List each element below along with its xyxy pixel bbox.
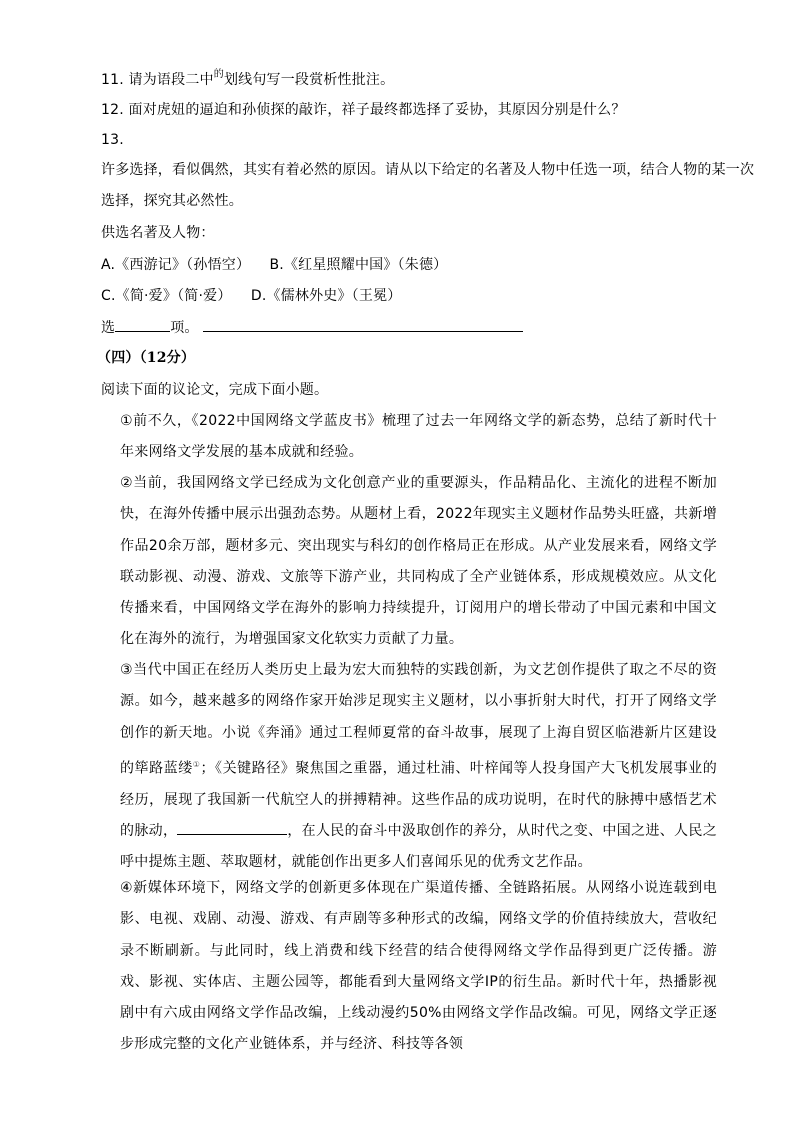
answer-prefix: 选 [101, 320, 116, 336]
section-instruction: 阅读下面的议论文，完成下面小题。 [101, 382, 329, 398]
option-b: B.《红星照耀中国》（朱德） [269, 257, 448, 273]
answer-mid: 项。 [170, 320, 199, 336]
paragraph-1-text: ①前不久，《2022中国网络文学蓝皮书》梳理了过去一年网络文学的新态势，总结了新时代十年来网络文学发展的基本成就和经验。 [120, 413, 717, 461]
footnote-marker[interactable]: ① [192, 759, 201, 769]
paragraph-1 [101, 406, 717, 469]
q12-text: 面对虎妞的逼迫和孙侦探的敲诈，祥子最终都选择了妥协，其原因分别是什么？ [128, 102, 626, 118]
paragraph-3-text-c: ，在人民的奋斗中汲取创作的养分，从时代之变、中国之进、人民之呼中提炼主题、萃取题材，就能创作出更多人们喜闻乐见的优秀文艺作品。 [120, 823, 717, 871]
q11-number: 11. [101, 72, 124, 88]
option-a: A.《西游记》（孙悟空） [101, 257, 251, 273]
option-c: C.《简·爱》（简·爱） [101, 288, 232, 304]
q11-sup: 的 [213, 69, 224, 80]
q11 [101, 70, 394, 92]
fill-in-blank[interactable] [177, 820, 287, 835]
q12-number: 12. [101, 102, 124, 118]
paragraph-4 [101, 873, 717, 1061]
q13-options-row1 [101, 255, 447, 275]
q13-options-label: 供选名著及人物： [101, 225, 215, 241]
q11-text-post: 划线句写一段赏析性批注。 [223, 72, 395, 88]
option-d: D.《儒林外史》（王冕） [250, 288, 402, 304]
paragraph-3-text-b: ；《关键路径》聚焦国之重器，通过杜浦、叶梓闻等人投身国产大飞机发展事业的经历，展现了我国新一代航空人的拼搏精神。这些作品的成功说明，在时代的脉搏中感悟艺术的脉动， [120, 760, 717, 840]
q12 [101, 100, 626, 120]
option-blank[interactable] [115, 317, 170, 332]
paragraph-2 [101, 468, 717, 656]
q11-text-pre: 请为语段二中 [128, 72, 214, 88]
q13-text-line1: 许多选择，看似偶然，其实有着必然的原因。请从以下给定的名著及人物中任选一项，结合人物的某一次 [101, 162, 755, 178]
section-title: （四）（12分） [97, 350, 196, 366]
paragraph-2-text: ②当前，我国网络文学已经成为文化创意产业的重要源头，作品精品化、主流化的进程不断加快，在海外传播中展示出强劲态势。从题材上看，2022年现实主义题材作品势头旺盛，共新增作品20余万部，题材多元、突出现实与科幻的创作格局正在形成。从产业发展来看，网络文学联动影视、动漫、游戏、文旅等下游产业，共同构成了全产业链体系，形成规模效应。从文化传播来看，中国网络文学在海外的影响力持续提升，订阅用户的增长带动了中国元素和中国文化在海外的流行，为增强国家文化软实力贡献了力量。 [120, 475, 717, 648]
paragraph-3 [101, 655, 717, 879]
q13-options-row2 [101, 286, 401, 306]
paragraph-4-text: ④新媒体环境下，网络文学的创新更多体现在广渠道传播、全链路拓展。从网络小说连载到电影、电视、戏剧、动漫、游戏、有声剧等多种形式的改编，网络文学的价值持续放大，营收纪录不断刷新。与此同时，线上消费和线下经营的结合使得网络文学作品得到更广泛传播。游戏、影视、实体店、主题公园等，都能看到大量网络文学IP的衍生品。新时代十年，热播影视剧中有六成由网络文学作品改编，上线动漫约50%由网络文学作品改编。可见，网络文学正逐步形成完整的文化产业链体系，并与经济、科技等各领 [120, 880, 717, 1053]
q13-text-line2: 选择，探究其必然性。 [101, 193, 243, 209]
q13-number: 13. [101, 132, 124, 148]
paragraph-3-text-a: ③当代中国正在经历人类历史上最为宏大而独特的实践创新，为文艺创作提供了取之不尽的资源。如今，越来越多的网络作家开始涉足现实主义题材，以小事折射大时代，打开了网络文学创作的新天地。小说《奔涌》通过工程师夏常的奋斗故事，展现了上海自贸区临港新片区建设的筚路蓝缕 [120, 662, 717, 777]
answer-blank[interactable] [203, 317, 523, 332]
q13-answer-line [101, 317, 523, 338]
